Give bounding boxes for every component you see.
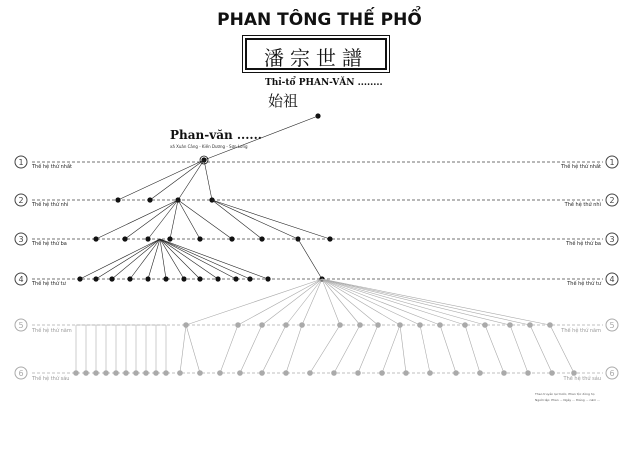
lineage-line <box>160 239 236 279</box>
lineage-line <box>310 325 340 373</box>
person-node <box>153 370 159 376</box>
lineage-line <box>322 279 440 325</box>
lineage-line <box>160 239 250 279</box>
lineage-line <box>530 325 552 373</box>
person-node <box>133 370 139 376</box>
person-node <box>237 370 243 376</box>
person-node <box>197 276 202 281</box>
gen-label-left-1: Thế hệ thứ nhất <box>32 164 72 170</box>
gen-label-right-5: Thế hệ thứ năm <box>561 328 601 334</box>
lineage-line <box>148 200 178 239</box>
person-node <box>163 276 168 281</box>
generation-number-right: 1 <box>609 158 615 167</box>
person-node <box>215 276 220 281</box>
person-node <box>247 276 252 281</box>
lineage-line <box>204 160 212 200</box>
person-node <box>115 197 120 202</box>
lineage-line <box>130 239 160 279</box>
person-node <box>122 236 127 241</box>
person-node <box>163 370 169 376</box>
person-node <box>525 370 531 376</box>
person-node <box>181 276 186 281</box>
footer-line-2: Người lập: Phan ... Ngày ... tháng ... năm ... <box>535 398 600 402</box>
generation-number-left: 1 <box>18 158 24 167</box>
person-node <box>113 370 119 376</box>
person-node <box>217 370 223 376</box>
person-node <box>327 236 332 241</box>
lineage-line <box>212 200 298 239</box>
person-node <box>145 276 150 281</box>
lineage-line <box>322 279 420 325</box>
footer-line-1: Theo truyền lại trước, Phan tộc dòng họ <box>535 392 595 396</box>
lineage-line <box>485 325 504 373</box>
lineage-line <box>240 325 262 373</box>
lineage-line <box>170 200 178 239</box>
lineage-line <box>322 279 485 325</box>
person-node <box>103 370 109 376</box>
han-title: 潘宗世譜 <box>264 46 368 70</box>
gen-label-left-3: Thế hệ thứ ba <box>32 241 67 247</box>
person-node <box>265 276 270 281</box>
lineage-line <box>178 200 232 239</box>
person-node <box>549 370 555 376</box>
person-node <box>93 236 98 241</box>
lineage-line <box>125 200 178 239</box>
generation-number-right: 5 <box>609 321 615 330</box>
lineage-line <box>510 325 528 373</box>
lineage-line <box>262 279 322 325</box>
lineage-line <box>420 325 430 373</box>
person-node <box>93 370 99 376</box>
lineage-line <box>160 239 268 279</box>
generation-number-left: 4 <box>18 275 24 284</box>
generation-number-left: 3 <box>18 235 24 244</box>
person-node <box>77 276 82 281</box>
person-node <box>307 370 313 376</box>
lineage-line <box>238 279 322 325</box>
generation-number-left: 6 <box>18 369 24 378</box>
person-node <box>197 236 202 241</box>
person-node <box>477 370 483 376</box>
lineage-line <box>204 116 318 160</box>
lineage-line <box>160 239 166 279</box>
generation-number-right: 4 <box>609 275 615 284</box>
gen-label-right-3: Thế hệ thứ ba <box>566 241 601 247</box>
person-node <box>355 370 361 376</box>
lineage-line <box>400 325 406 373</box>
footer-notes <box>535 392 615 404</box>
person-node <box>427 370 433 376</box>
lineage-line <box>220 325 238 373</box>
lineage-line <box>298 239 322 279</box>
gen-label-right-2: Thế hệ thứ nhì <box>564 202 601 208</box>
person-node <box>109 276 114 281</box>
lineage-line <box>286 279 322 325</box>
gen-label-left-4: Thế hệ thứ tư <box>32 281 66 287</box>
person-node <box>283 370 289 376</box>
person-node <box>167 236 172 241</box>
generation-number-left: 2 <box>18 196 24 205</box>
lineage-line <box>322 279 465 325</box>
person-node <box>233 276 238 281</box>
gen-label-right-6: Thế hệ thứ sáu <box>563 376 601 382</box>
person-node <box>197 370 203 376</box>
person-node <box>143 370 149 376</box>
lineage-line <box>212 200 330 239</box>
gen-label-left-5: Thế hệ thứ năm <box>32 328 72 334</box>
person-node <box>403 370 409 376</box>
lineage-line <box>160 239 218 279</box>
lineage-line <box>178 200 200 239</box>
founder-label: Thỉ-tổ PHAN-VĂN ........ <box>265 78 383 88</box>
lineage-line <box>382 325 400 373</box>
lineage-line <box>334 325 360 373</box>
person-node <box>331 370 337 376</box>
person-node <box>379 370 385 376</box>
lineage-line <box>186 325 200 373</box>
gen-label-left-2: Thế hệ thứ nhì <box>32 202 69 208</box>
lineage-line <box>440 325 456 373</box>
lineage-line <box>96 239 160 279</box>
person-node <box>83 370 89 376</box>
gen-label-right-1: Thế hệ thứ nhất <box>561 164 601 170</box>
generation-number-left: 5 <box>18 321 24 330</box>
lineage-line <box>148 239 160 279</box>
lineage-line <box>186 279 322 325</box>
lineage-line <box>180 325 186 373</box>
lineage-line <box>80 239 160 279</box>
generation-number-right: 3 <box>609 235 615 244</box>
person-node <box>259 236 264 241</box>
lineage-line <box>302 279 322 325</box>
person-node <box>177 370 183 376</box>
founder-han-label: 始祖 <box>268 92 299 110</box>
lineage-line <box>322 279 530 325</box>
first-ancestor-place: xã Xuân Cảng - Kiến Dương - Sơn Long <box>170 144 248 149</box>
person-node <box>571 370 577 376</box>
person-node <box>453 370 459 376</box>
person-node <box>259 370 265 376</box>
person-node <box>229 236 234 241</box>
person-node <box>73 370 79 376</box>
lineage-line <box>160 239 200 279</box>
lineage-line <box>262 325 286 373</box>
generation-number-right: 2 <box>609 196 615 205</box>
person-node <box>145 236 150 241</box>
lineage-line <box>286 325 302 373</box>
lineage-line <box>96 200 178 239</box>
lineage-line <box>358 325 378 373</box>
person-node <box>93 276 98 281</box>
person-node <box>127 276 132 281</box>
page-title: PHAN TÔNG THẾ PHỔ <box>217 10 422 30</box>
first-ancestor-name: Phan-văn ...... <box>170 128 262 142</box>
gen-label-right-4: Thế hệ thứ tư <box>567 281 601 287</box>
lineage-line <box>112 239 160 279</box>
lineage-line <box>322 279 550 325</box>
person-node <box>123 370 129 376</box>
lineage-line <box>465 325 480 373</box>
gen-label-left-6: Thế hệ thứ sáu <box>32 376 70 382</box>
person-node <box>147 197 152 202</box>
person-node <box>501 370 507 376</box>
lineage-line <box>322 279 400 325</box>
generation-number-right: 6 <box>609 369 615 378</box>
lineage-line <box>150 160 204 200</box>
